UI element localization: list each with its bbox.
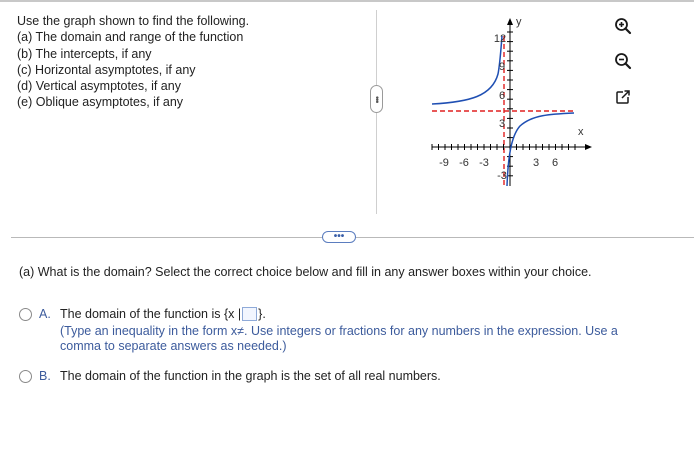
popout-icon xyxy=(615,89,631,105)
y-tick-label: 12 xyxy=(493,33,507,45)
choice-a-prefix: The domain of the function is {x | xyxy=(60,307,242,321)
x-tick-label: 3 xyxy=(532,157,540,169)
horizontal-resize-handle[interactable]: ••• xyxy=(322,231,356,243)
choice-b-radio[interactable] xyxy=(19,370,32,383)
question-prompt: (a) What is the domain? Select the correct choice below and fill in any answer boxes within your choice. xyxy=(19,265,592,279)
x-tick-label: 6 xyxy=(551,157,559,169)
choice-b-text: The domain of the function in the graph is the set of all real numbers. xyxy=(60,369,441,383)
choice-a-suffix: }. xyxy=(258,307,266,321)
y-axis-arrow xyxy=(507,18,513,25)
popout-button[interactable] xyxy=(612,86,634,108)
domain-answer-input[interactable] xyxy=(242,307,257,321)
problem-intro: Use the graph shown to find the following. xyxy=(17,14,250,28)
problem-statement xyxy=(17,13,277,111)
hint-line: comma to separate answers as needed.) xyxy=(60,339,287,353)
x-tick-label: -6 xyxy=(459,157,469,169)
y-axis-label: y xyxy=(516,16,522,28)
y-tick-label: 3 xyxy=(498,118,506,130)
curve-left-branch xyxy=(432,36,502,104)
problem-item: (d) Vertical asymptotes, if any xyxy=(17,79,181,94)
x-tick-label: -9 xyxy=(439,157,449,169)
x-tick-label: -3 xyxy=(479,157,489,169)
vertical-resize-handle[interactable]: ••• xyxy=(370,85,383,113)
choice-b[interactable] xyxy=(19,369,479,385)
choice-a-hint xyxy=(60,324,660,354)
problem-item: (b) The intercepts, if any xyxy=(17,46,152,61)
curve-right-branch xyxy=(507,113,574,186)
y-tick-label: 9 xyxy=(498,61,506,73)
choice-a[interactable] xyxy=(19,307,659,359)
zoom-in-icon xyxy=(614,17,632,35)
choice-a-text xyxy=(60,307,266,321)
choice-a-radio[interactable] xyxy=(19,308,32,321)
zoom-in-button[interactable] xyxy=(612,15,634,37)
x-axis-label: x xyxy=(578,126,584,138)
y-tick-label: -3 xyxy=(497,170,507,182)
x-axis-arrow xyxy=(585,144,592,150)
choice-b-letter: B. xyxy=(39,369,51,383)
y-tick-label: 6 xyxy=(498,90,506,102)
zoom-out-icon xyxy=(614,52,632,70)
function-graph xyxy=(410,8,610,188)
problem-item: (a) The domain and range of the function xyxy=(17,30,244,45)
hint-line: (Type an inequality in the form x≠. Use integers or fractions for any numbers in the expression. Use a xyxy=(60,324,618,338)
problem-item: (e) Oblique asymptotes, if any xyxy=(17,95,184,110)
problem-item: (c) Horizontal asymptotes, if any xyxy=(17,62,196,77)
zoom-out-button[interactable] xyxy=(612,50,634,72)
choice-a-letter: A. xyxy=(39,307,51,321)
top-rule xyxy=(0,0,694,2)
